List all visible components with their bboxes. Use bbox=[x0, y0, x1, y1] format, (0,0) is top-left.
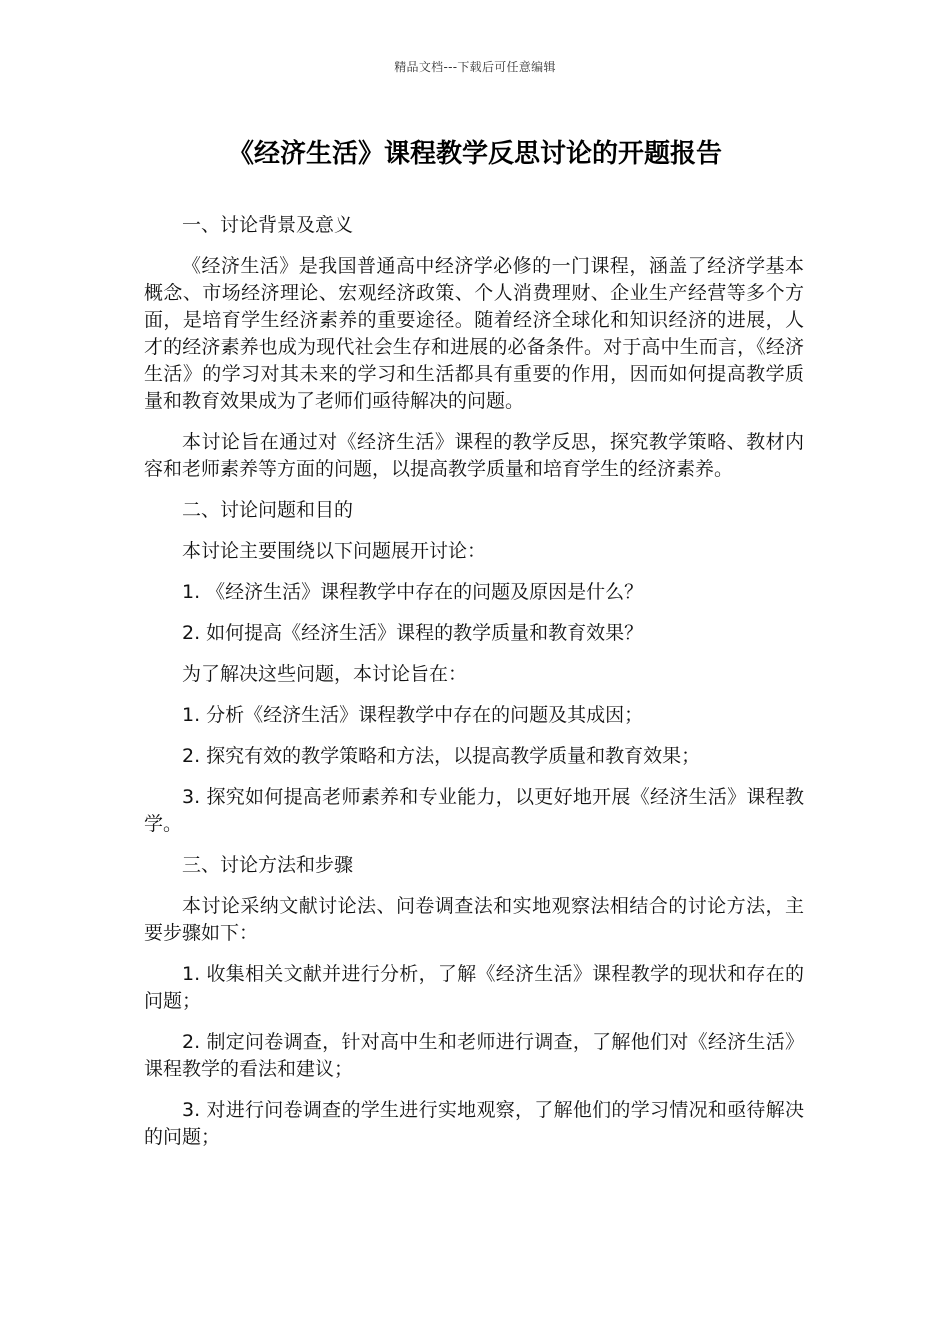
section-heading-2: 二、讨论问题和目的 bbox=[182, 499, 354, 521]
document-body bbox=[144, 212, 804, 1165]
list-item-aim-2: 2. 探究有效的教学策略和方法，以提高教学质量和教育效果； bbox=[182, 745, 701, 767]
document-title: 《经济生活》课程教学反思讨论的开题报告 bbox=[227, 139, 722, 169]
paragraph-purpose: 本讨论旨在通过对《经济生活》课程的教学反思，探究教学策略、教材内容和老师素养等方面的问题，以提高教学质量和培育学生的经济素养。 bbox=[144, 431, 804, 480]
list-item-step-1: 1. 收集相关文献并进行分析，了解《经济生活》课程教学的现状和存在的问题； bbox=[144, 963, 804, 1012]
paragraph-intro-questions: 本讨论主要围绕以下问题展开讨论： bbox=[182, 540, 487, 562]
section-heading-3: 三、讨论方法和步骤 bbox=[182, 854, 354, 876]
list-item-step-3: 3. 对进行问卷调查的学生进行实地观察，了解他们的学习情况和亟待解决的问题； bbox=[144, 1099, 804, 1148]
section-heading-1: 一、讨论背景及意义 bbox=[182, 214, 354, 236]
page-header: 精品文档---下载后可任意编辑 bbox=[394, 60, 556, 74]
paragraph-methods: 本讨论采纳文献讨论法、问卷调查法和实地观察法相结合的讨论方法，主要步骤如下： bbox=[144, 895, 804, 944]
paragraph-intro-aims: 为了解决这些问题，本讨论旨在： bbox=[182, 663, 468, 685]
list-item-aim-3: 3. 探究如何提高老师素养和专业能力，以更好地开展《经济生活》课程教学。 bbox=[144, 786, 804, 835]
list-item-question-1: 1. 《经济生活》课程教学中存在的问题及原因是什么？ bbox=[182, 581, 644, 603]
list-item-aim-1: 1. 分析《经济生活》课程教学中存在的问题及其成因； bbox=[182, 704, 644, 726]
list-item-question-2: 2. 如何提高《经济生活》课程的教学质量和教育效果？ bbox=[182, 622, 644, 644]
list-item-step-2: 2. 制定问卷调查，针对高中生和老师进行调查，了解他们对《经济生活》课程教学的看法和建议； bbox=[144, 1031, 804, 1080]
paragraph-background: 《经济生活》是我国普通高中经济学必修的一门课程，涵盖了经济学基本概念、市场经济理论、宏观经济政策、个人消费理财、企业生产经营等多个方面，是培育学生经济素养的重要途径。随着经济全球化和知识经济的进展，人才的经济素养也成为现代社会生存和进展的必备条件。对于高中生而言，《经济生活》的学习对其未来的学习和生活都具有重要的作用，因而如何提高教学质量和教育效果成为了老师们亟待解决的问题。 bbox=[144, 255, 804, 412]
